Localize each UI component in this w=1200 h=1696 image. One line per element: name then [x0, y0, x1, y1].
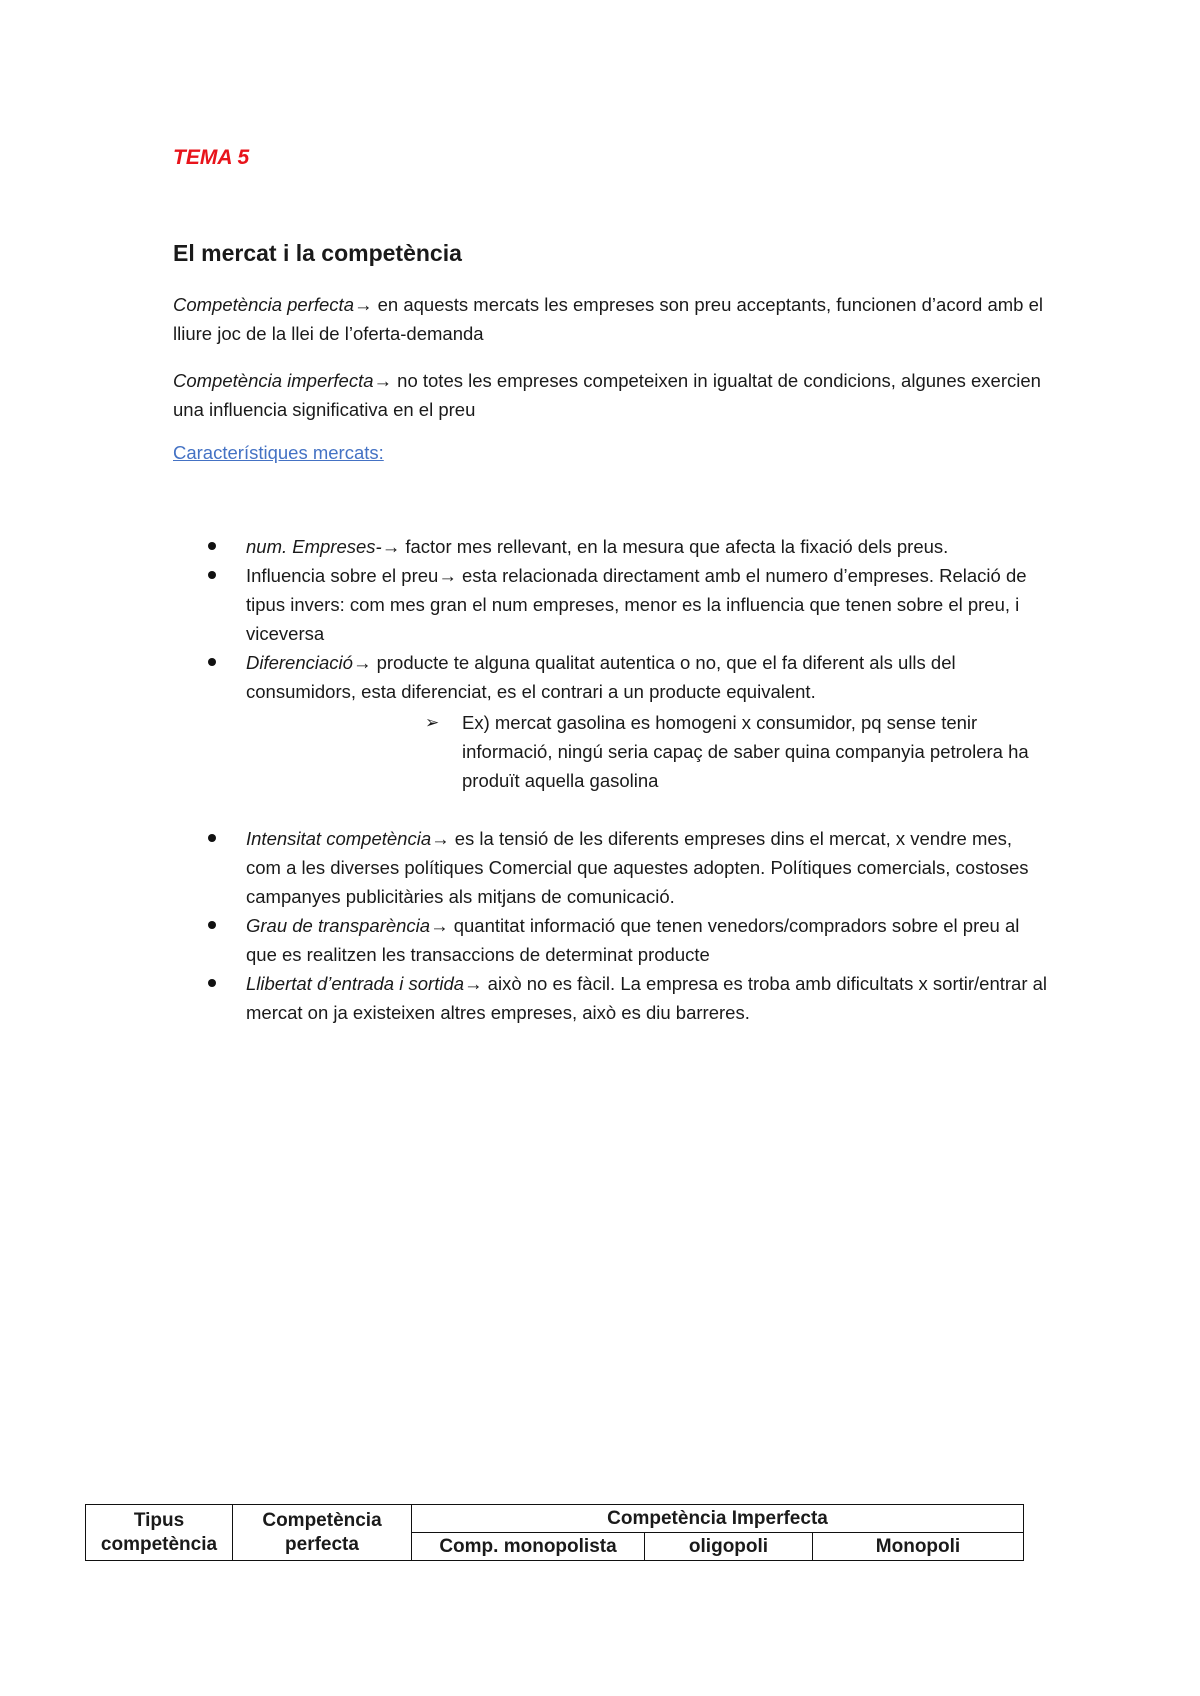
section-heading: El mercat i la competència: [173, 240, 462, 266]
perfect-competition-text: en aquests mercats les empreses son preu acceptants, funcionen d’acord amb el lliure joc de la llei de l’oferta-demanda: [173, 294, 1043, 344]
list-item: Influencia sobre el preu→ esta relacionada directament amb el numero d’empreses. Relació de tipus invers: com mes gran el num empreses, menor es la influencia que tenen sobre el preu, i viceversa: [200, 561, 1050, 648]
table-header-cell: oligopoli: [645, 1533, 813, 1561]
bullet-icon: [208, 658, 216, 666]
imperfect-competition-paragraph: [173, 366, 1053, 424]
list-item: num. Empreses-→ factor mes rellevant, en la mesura que afecta la fixació dels preus.: [200, 532, 1050, 561]
bullet-icon: [208, 834, 216, 842]
table-row: [86, 1505, 1024, 1533]
arrow-icon: →: [381, 536, 401, 557]
imperfect-competition-term: Competència imperfecta: [173, 370, 374, 391]
topic-title: TEMA 5: [173, 146, 250, 169]
characteristics-list-continued: [200, 824, 1050, 1027]
arrow-icon: →: [352, 652, 372, 673]
table-header-cell: Comp. monopolista: [412, 1533, 645, 1561]
perfect-competition-term: Competència perfecta: [173, 294, 354, 315]
arrow-icon: →: [438, 565, 457, 586]
bullet-icon: [208, 542, 216, 550]
table-header-cell: Competència Imperfecta: [412, 1505, 1024, 1533]
example-text: Ex) mercat gasolina es homogeni x consumidor, pq sense tenir informació, ningú seria capaç de saber quina companyia petrolera ha produït aquella gasolina: [462, 712, 1029, 791]
characteristics-list: [200, 532, 1050, 706]
list-item: Grau de transparència→ quantitat informació que tenen venedors/compradors sobre el preu al que es realitzen les transaccions de determinat producte: [200, 911, 1050, 969]
arrow-icon: →: [431, 828, 450, 849]
example-subpoint: [425, 708, 1042, 795]
list-item: Diferenciació→ producte te alguna qualitat autentica o no, que el fa diferent als ulls del consumidors, esta diferenciat, es el contrari a un producte equivalent.: [200, 648, 1050, 706]
bullet-icon: [208, 921, 216, 929]
bullet-icon: [208, 571, 216, 579]
perfect-competition-paragraph: [173, 290, 1053, 348]
arrow-icon: →: [373, 370, 393, 391]
table-header-cell: Competència perfecta: [233, 1505, 412, 1561]
list-item: Intensitat competència→ es la tensió de les diferents empreses dins el mercat, x vendre mes, com a les diverses polítiques Comercial que aquestes adopten. Polítiques comercials, costoses campanyes publicitàries als mitjans de comunicació.: [200, 824, 1050, 911]
arrow-icon: →: [464, 973, 483, 994]
competition-types-table: [85, 1504, 1024, 1561]
market-characteristics-link[interactable]: Característiques mercats:: [173, 442, 384, 463]
table-header-cell: Monopoli: [813, 1533, 1024, 1561]
imperfect-competition-text: no totes les empreses competeixen in igualtat de condicions, algunes exercien una influencia significativa en el preu: [173, 370, 1041, 420]
list-item: Llibertat d’entrada i sortida→ això no es fàcil. La empresa es troba amb dificultats x sortir/entrar al mercat on ja existeixen altres empreses, això es diu barreres.: [200, 969, 1050, 1027]
bullet-icon: [208, 979, 216, 987]
table-header-cell: Tipus competència: [86, 1505, 233, 1561]
arrow-icon: →: [354, 294, 373, 315]
arrow-icon: →: [430, 915, 449, 936]
arrowhead-bullet-icon: ➢: [425, 713, 440, 732]
